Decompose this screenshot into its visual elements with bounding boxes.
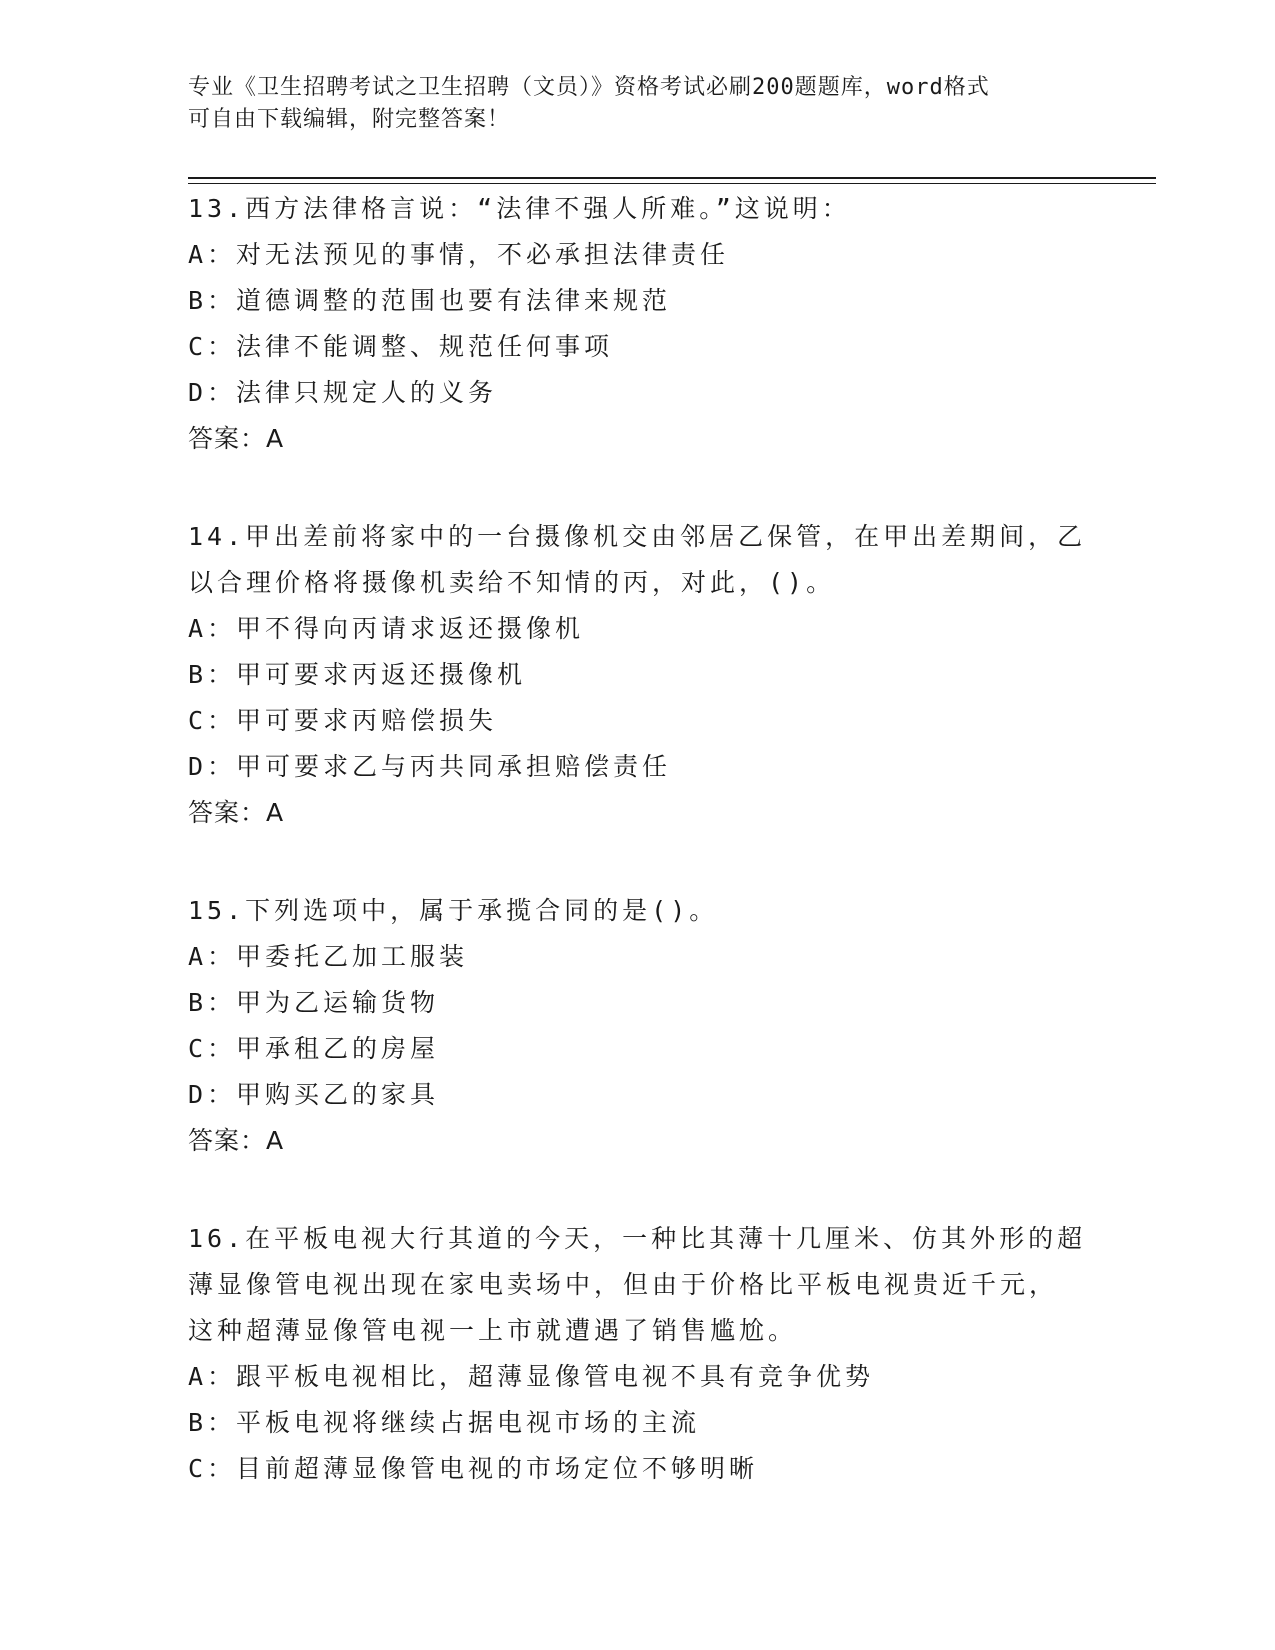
document-header xyxy=(188,72,1088,136)
question-stem-continued: 以合理价格将摄像机卖给不知情的丙，对此，()。 xyxy=(188,568,836,597)
header-rule-thin xyxy=(188,183,1156,184)
option-c: C：目前超薄显像管电视的市场定位不够明晰 xyxy=(188,1454,759,1483)
option-a: A：跟平板电视相比，超薄显像管电视不具有竞争优势 xyxy=(188,1362,875,1391)
option-d: D：甲可要求乙与丙共同承担赔偿责任 xyxy=(188,752,672,781)
question-stem: 15.下列选项中，属于承揽合同的是()。 xyxy=(188,896,719,925)
option-b: B：平板电视将继续占据电视市场的主流 xyxy=(188,1408,701,1437)
answer-line: 答案：A xyxy=(188,798,285,827)
option-b: B：道德调整的范围也要有法律来规范 xyxy=(188,286,672,315)
question-stem: 16.在平板电视大行其道的今天，一种比其薄十几厘米、仿其外形的超 xyxy=(188,1224,1087,1253)
question-13 xyxy=(188,186,1148,462)
answer-line: 答案：A xyxy=(188,1126,285,1155)
option-b: B：甲为乙运输货物 xyxy=(188,988,440,1017)
option-a: A：甲委托乙加工服装 xyxy=(188,942,469,971)
question-stem-continued: 薄显像管电视出现在家电卖场中，但由于价格比平板电视贵近千元， xyxy=(188,1270,1059,1299)
question-stem-continued: 这种超薄显像管电视一上市就遭遇了销售尴尬。 xyxy=(188,1316,798,1345)
option-c: C：法律不能调整、规范任何事项 xyxy=(188,332,614,361)
question-stem: 13.西方法律格言说：“法律不强人所难。”这说明： xyxy=(188,194,851,223)
question-stem: 14.甲出差前将家中的一台摄像机交由邻居乙保管，在甲出差期间，乙 xyxy=(188,522,1087,551)
question-16 xyxy=(188,1216,1148,1492)
header-line-2: 可自由下载编辑，附完整答案！ xyxy=(188,107,511,132)
option-d: D：甲购买乙的家具 xyxy=(188,1080,440,1109)
option-c: C：甲承租乙的房屋 xyxy=(188,1034,440,1063)
option-c: C：甲可要求丙赔偿损失 xyxy=(188,706,498,735)
answer-line: 答案：A xyxy=(188,424,285,453)
header-line-1: 专业《卫生招聘考试之卫生招聘（文员）》资格考试必刷200题题库，word格式 xyxy=(188,75,990,100)
option-b: B：甲可要求丙返还摄像机 xyxy=(188,660,527,689)
question-list xyxy=(188,186,1148,1492)
option-a: A：对无法预见的事情，不必承担法律责任 xyxy=(188,240,730,269)
option-d: D：法律只规定人的义务 xyxy=(188,378,498,407)
header-rule-thick xyxy=(188,177,1156,179)
option-a: A：甲不得向丙请求返还摄像机 xyxy=(188,614,585,643)
question-14 xyxy=(188,514,1148,836)
question-15 xyxy=(188,888,1148,1164)
